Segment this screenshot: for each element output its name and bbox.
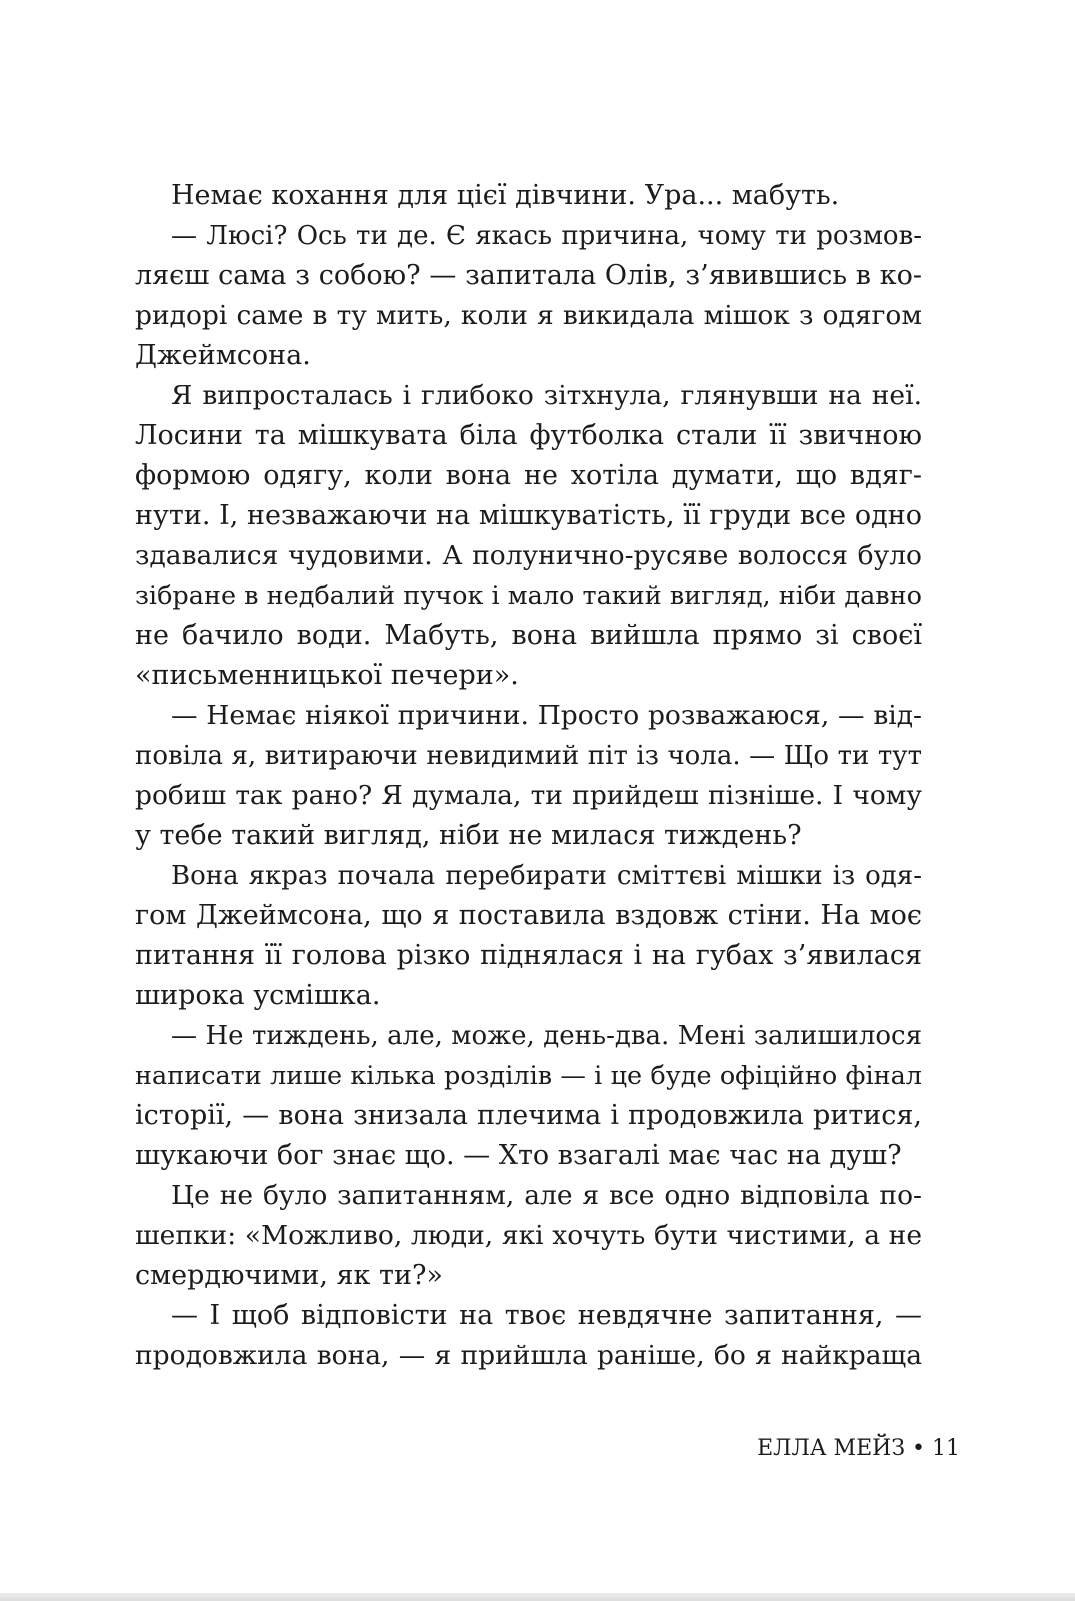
text-line: шепки: «Можливо, люди, які хочуть бути чистими, а не — [135, 1220, 922, 1251]
text-line: гом Джеймсона, що я поставила вздовж стіни. На моє — [135, 900, 922, 931]
text-line: широка усмішка. — [135, 980, 381, 1011]
text-line: — Люсі? Ось ти де. Є якась причина, чому ти розмов- — [171, 221, 922, 251]
text-line: «письменницької печери». — [135, 660, 519, 691]
running-footer: ЕЛЛА МЕЙЗ • 11 — [757, 1436, 960, 1461]
text-line: здавалися чудовими. А полунично-русяве волосся було — [135, 540, 922, 571]
text-line: формою одягу, коли вона не хотіла думати, що вдяг- — [135, 460, 922, 491]
text-line: ляєш сама з собою? — запитала Олів, з’явившись в ко- — [135, 260, 922, 291]
text-line: робиш так рано? Я думала, ти прийдеш пізніше. І чому — [135, 780, 922, 811]
text-line: — І щоб відповісти на твоє невдячне запитання, — — [171, 1300, 922, 1331]
text-line: Лосини та мішкувата біла футболка стали її звичною — [135, 420, 922, 451]
text-line: Я випросталась і глибоко зітхнула, глянувши на неї. — [171, 380, 922, 411]
text-line: шукаючи бог знає що. — Хто взагалі має час на душ? — [135, 1140, 902, 1171]
text-line: повіла я, витираючи невидимий піт із чола. — Що ти тут — [135, 741, 922, 771]
text-line: зібране в недбалий пучок і мало такий вигляд, ніби давно — [135, 581, 922, 611]
text-line: смердючими, як ти?» — [135, 1260, 443, 1291]
text-line: Вона якраз почала перебирати сміттєві мішки із одя- — [171, 861, 922, 891]
text-line: історії, — вона знизала плечима і продовжила ритися, — [135, 1100, 922, 1131]
text-line: ридорі саме в ту мить, коли я викидала мішок з одягом — [135, 300, 922, 331]
text-line: Це не було запитанням, але я все одно відповіла по- — [171, 1180, 922, 1211]
text-line: Джеймсона. — [135, 340, 311, 371]
text-line: — Не тиждень, але, може, день-два. Мені залишилося — [171, 1021, 922, 1051]
text-line: нути. І, незважаючи на мішкуватість, її груди все одно — [135, 500, 922, 531]
text-line: Немає кохання для цієї дівчини. Ура... мабуть. — [171, 180, 840, 211]
page-bottom-edge — [0, 1593, 1075, 1601]
text-line: написати лише кілька розділів — і це буде офіційно фінал — [135, 1061, 922, 1091]
text-line: продовжила вона, — я прийшла раніше, бо я найкраща — [135, 1340, 922, 1371]
text-line: — Немає ніякої причини. Просто розважаюся, — від- — [171, 700, 922, 731]
body-text — [135, 176, 922, 1376]
text-line: питання її голова різко піднялася і на губах з’явилася — [135, 940, 922, 971]
text-line: у тебе такий вигляд, ніби не милася тиждень? — [135, 820, 802, 851]
text-line: не бачило води. Мабуть, вона вийшла прямо зі своєї — [135, 620, 922, 651]
